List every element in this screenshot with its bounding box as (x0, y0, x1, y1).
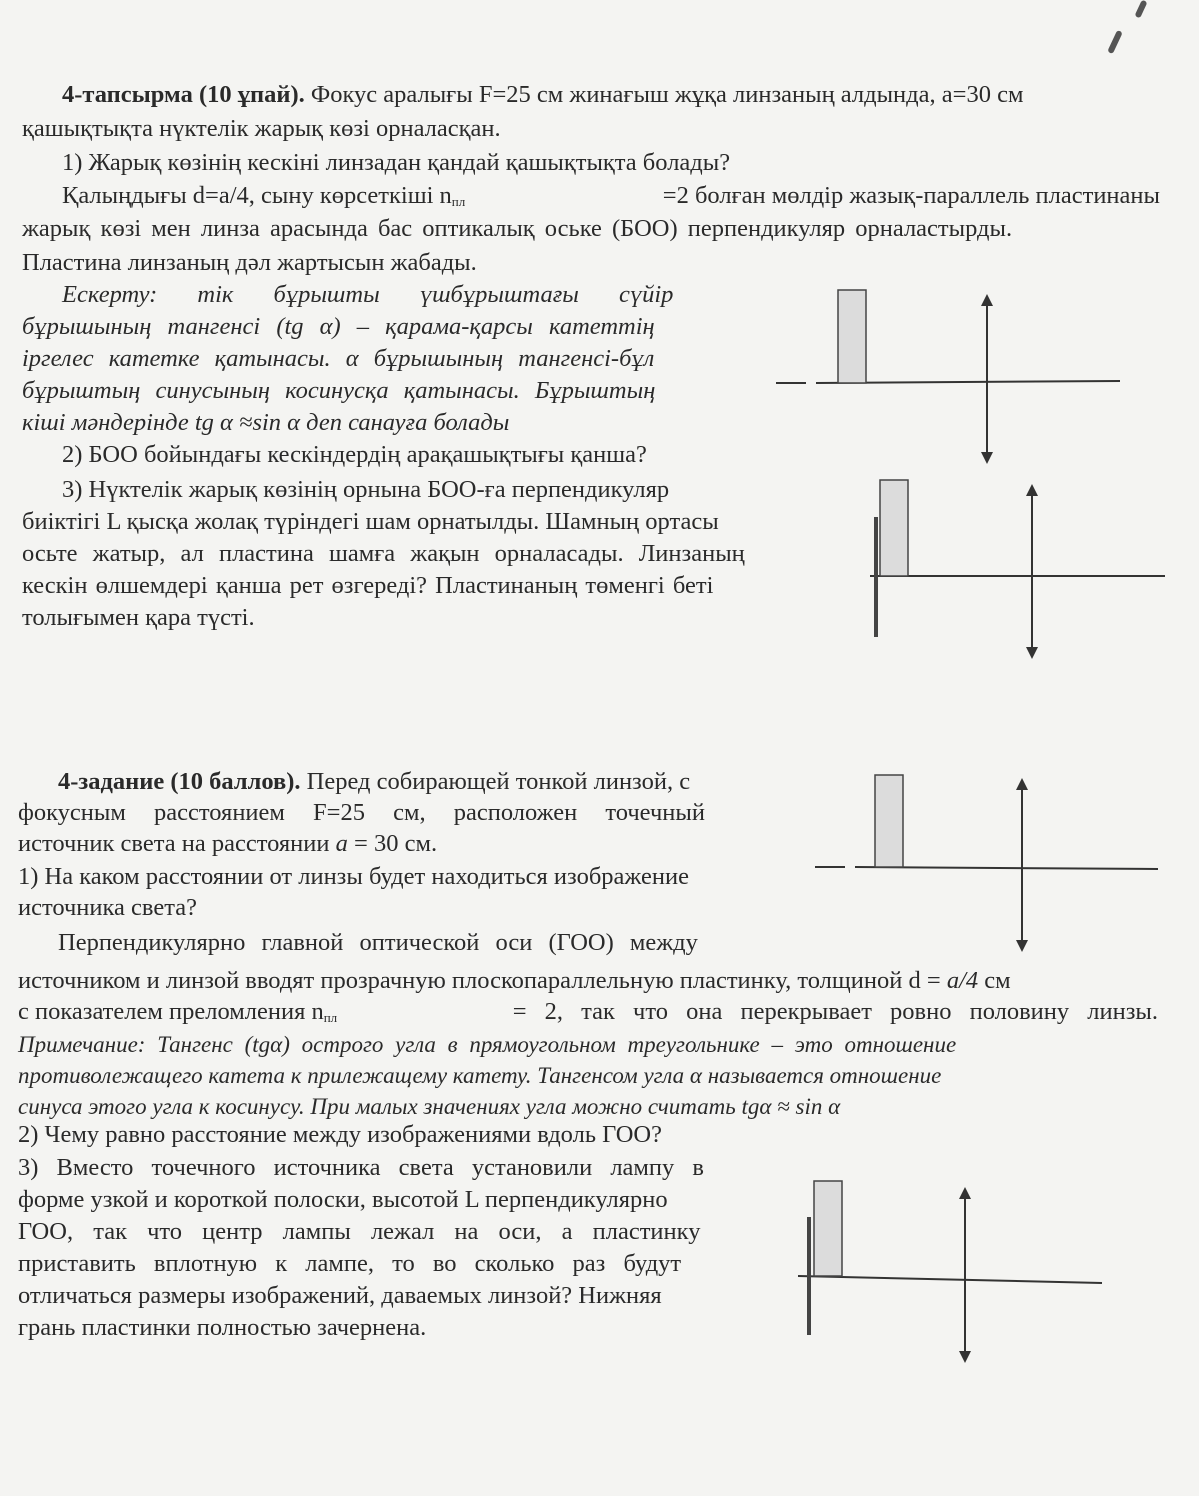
task-kz-note-5: кіші мәндерінде tg α ≈sin α деп санауға болады (22, 409, 510, 436)
task-kz-note-1: Ескерту: тік бұрышты үшбұрыштағы сүйір (62, 281, 674, 308)
text: = 2, так что она перекрывает ровно половину линзы. (512, 998, 1158, 1025)
task-kz-note-4: бұрыштың синусының косинусқа қатынасы. Бұрыштың (22, 377, 656, 404)
task-ru-plate-1: Перпендикулярно главной оптической оси (ГОО) между (58, 929, 698, 956)
glass-plate (838, 290, 866, 383)
task-kz-question-2: 2) БОО бойындағы кескіндердің арақашықтығы қанша? (62, 441, 647, 468)
task-ru-question-1-2: источника света? (18, 894, 197, 921)
pen-mark (1134, 0, 1147, 18)
lens-diagram-lamp (860, 475, 1170, 660)
text: =2 болған мөлдір жазық-параллель пластинаны (662, 182, 1160, 209)
text: Қалыңдығы d=a/4, сыну көрсеткіші $n_{пл}$ (62, 182, 466, 209)
task-ru-note-3: синуса этого угла к косинусу. При малых значениях угла можно считать tgα ≈ sin α (18, 1094, 841, 1119)
task-ru-heading-line (58, 767, 690, 797)
task-kz-intro: Фокус аралығы F=25 см жинағыш жұқа линзаның алдында, a=30 см (310, 81, 1024, 108)
lens-diagram-lamp (790, 1175, 1110, 1365)
task-kz-title: 4-тапсырма (10 ұпай). (62, 81, 305, 108)
task-ru-question-3-5: отличаться размеры изображений, даваемых линзой? Нижняя (18, 1282, 662, 1309)
glass-plate (814, 1181, 842, 1276)
task-kz-note-2: бұрышының тангенсі (tg α) – қарама-қарсы катеттің (22, 313, 655, 340)
task-ru-intro-3: источник света на расстоянии a = 30 см. (18, 830, 438, 857)
task-ru-question-3-6: грань пластинки полностью зачернена. (18, 1314, 427, 1341)
task-ru-question-3-4: приставить вплотную к лампе, то во сколько раз будут (18, 1250, 682, 1277)
task-ru-question-2: 2) Чему равно расстояние между изображениями вдоль ГОО? (18, 1121, 662, 1148)
task-kz-plate-line-2: жарық көзі мен линза арасында бас оптикалық оське (БОО) перпендикуляр орналастырды. (22, 215, 1013, 242)
task-ru-plate-3 (18, 997, 1158, 1033)
task-kz-question-3-2: биіктігі L қысқа жолақ түріндегі шам орнатылды. Шамның ортасы (22, 508, 719, 535)
task-ru-intro-2: фокусным расстоянием F=25 см, расположен точечный (18, 799, 705, 826)
task-ru-question-3-3: ГОО, так что центр лампы лежал на оси, а пластинку (18, 1218, 701, 1245)
task-kz-question-1: 1) Жарық көзінің кескіні линзадан қандай қашықтықта болады? (62, 149, 731, 176)
task-kz-question-3-5: толығымен қара түсті. (22, 604, 255, 631)
task-ru-question-3-2: форме узкой и короткой полоски, высотой L перпендикулярно (18, 1186, 668, 1213)
glass-plate (880, 480, 908, 576)
glass-plate (875, 775, 903, 867)
task-kz-plate-line-1 (62, 181, 1160, 217)
task-kz-question-3-1: 3) Нүктелік жарық көзінің орнына БОО-ға перпендикуляр (62, 476, 670, 503)
lens-diagram-point-source (810, 770, 1170, 955)
task-ru-question-3-1: 3) Вместо точечного источника света установили лампу в (18, 1154, 704, 1181)
task-ru-intro: Перед собирающей тонкой линзой, с (306, 768, 691, 795)
task-ru-plate-2: источником и линзой вводят прозрачную плоскопараллельную пластинку, толщиной d = a/4 см (18, 967, 1011, 994)
optical-axis (798, 1276, 1102, 1283)
task-ru-question-1-1: 1) На каком расстоянии от линзы будет находиться изображение (18, 863, 689, 890)
task-kz-note-3: іргелес катетке қатынасы. α бұрышының тангенсі-бұл (22, 345, 655, 372)
lens-diagram-point-source (770, 280, 1130, 470)
task-kz-intro-cont: қашықтықта нүктелік жарық көзі орналасқан. (22, 115, 501, 142)
pen-mark (1107, 30, 1123, 54)
task-ru-note-1: Примечание: Тангенс (tgα) острого угла в прямоугольном треугольнике – это отношение (18, 1032, 957, 1057)
task-ru-note-2: противолежащего катета к прилежащему катету. Тангенсом угла α называется отношение (18, 1063, 942, 1088)
task-ru-title: 4-задание (10 баллов). (58, 768, 301, 795)
task-kz-question-3-4: кескін өлшемдері қанша рет өзгереді? Пластинаның төменгі беті (22, 572, 714, 599)
task-kz-plate-line-3: Пластина линзаның дәл жартысын жабады. (22, 249, 477, 276)
task-kz-question-3-3: осьте жатыр, ал пластина шамға жақын орналасады. Линзаның (22, 540, 745, 567)
text: с показателем преломления $n_{пл}$ (18, 998, 338, 1025)
task-kz-heading-line (62, 80, 1023, 110)
